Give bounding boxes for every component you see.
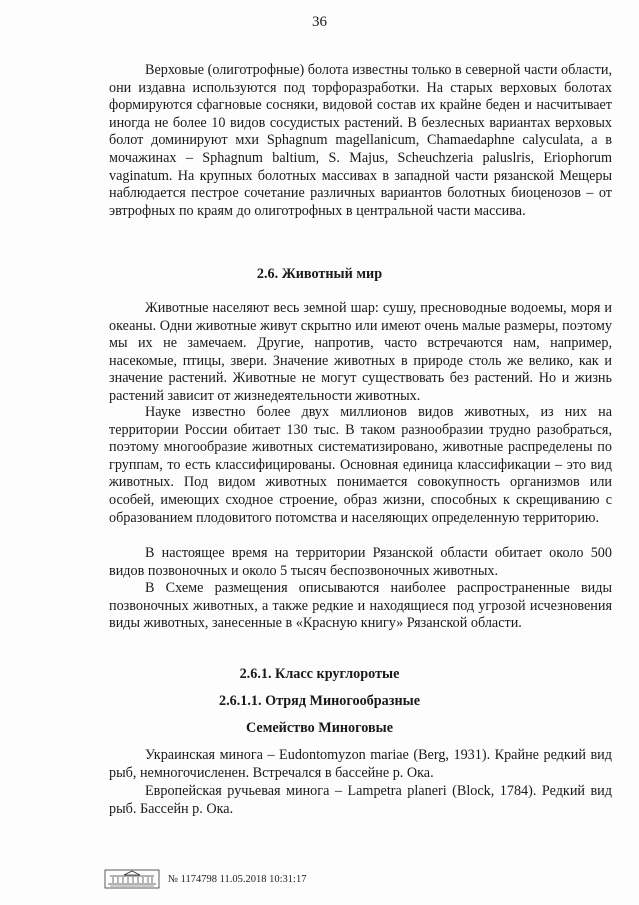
footer-registration-text: № 1174798 11.05.2018 10:31:17 xyxy=(168,873,307,885)
paragraph-ryazan-fauna: В настоящее время на территории Рязанской области обитает около 500 видов позвоночных и около 5 тысяч беспозвоночных животных. xyxy=(109,545,612,579)
paragraph-ukrainian-lamprey: Украинская минога – Eudontomyzon mariae (Berg, 1931). Крайне редкий вид рыб, немногочисленен. Встречался в бассейне р. Ока. xyxy=(109,747,612,781)
section-heading: 2.6. Животный мир xyxy=(256,266,383,282)
paragraph-bogs: Верховые (олиготрофные) болота известны только в северной части области, они издавна используются под торфоразработки. На старых верховых болотах формируются сфагновые сосняки, видовой состав их крайне беден и насчитывает иногда не более 10 видов сосудистых растений. В безлесных вариантах верховых болот доминируют мхи Sphagnum magellanicum, Chamaedaphne calyculata, а в мочажинах – Sphagnum baltium, S. Majus, Scheuchzeria paluslris, Eriophorum vaginatum. На крупных болотных массивах в западной части рязанской Мещеры наблюдается пестрое сочетание различных вариантов болотных биоценозов – от эвтрофных по краям до олиготрофных в центральной части массива. xyxy=(109,62,612,219)
subheading-class: 2.6.1. Класс круглоротые xyxy=(239,666,400,682)
paragraph-scheme: В Схеме размещения описываются наиболее распространенные виды позвоночных животных, а также редкие и находящиеся под угрозой исчезновения виды животных, занесенные в «Красную книгу» Рязанской области. xyxy=(109,580,612,632)
subheading-order: 2.6.1.1. Отряд Миногообразные xyxy=(218,693,420,709)
subheading-family: Семейство Миноговые xyxy=(245,720,394,736)
building-stamp-icon xyxy=(104,869,160,889)
paragraph-species-count: Науке известно более двух миллионов видов животных, из них на территории России обитает 130 тыс. В таком разнообразии трудно разобраться, поэтому многообразие животных систематизировано, животные распределены по группам, то есть классифицированы. Основная единица классификации – это вид животных. Под видом животных понимается совокупность организмов или особей, имеющих сходное строение, образ жизни, способных к скрещиванию с образованием плодовитого потомства и населяющих определенную территорию. xyxy=(109,404,612,526)
document-footer xyxy=(104,868,306,890)
paragraph-brook-lamprey: Европейская ручьевая минога – Lampetra planeri (Block, 1784). Редкий вид рыб. Бассейн р. Ока. xyxy=(109,783,612,817)
paragraph-animals-intro: Животные населяют весь земной шар: сушу, пресноводные водоемы, моря и океаны. Одни животные живут скрытно или имеют очень малые размеры, поэтому мы их не замечаем. Другие, напротив, часто встречаются нам, например, насекомые, птицы, звери. Значение животных в природе столь же велико, как и значение растений. Животные не могут существовать без растений. Но и жизнь растений зависит от жизнедеятельности животных. xyxy=(109,300,612,404)
page-number: 36 xyxy=(312,14,327,30)
